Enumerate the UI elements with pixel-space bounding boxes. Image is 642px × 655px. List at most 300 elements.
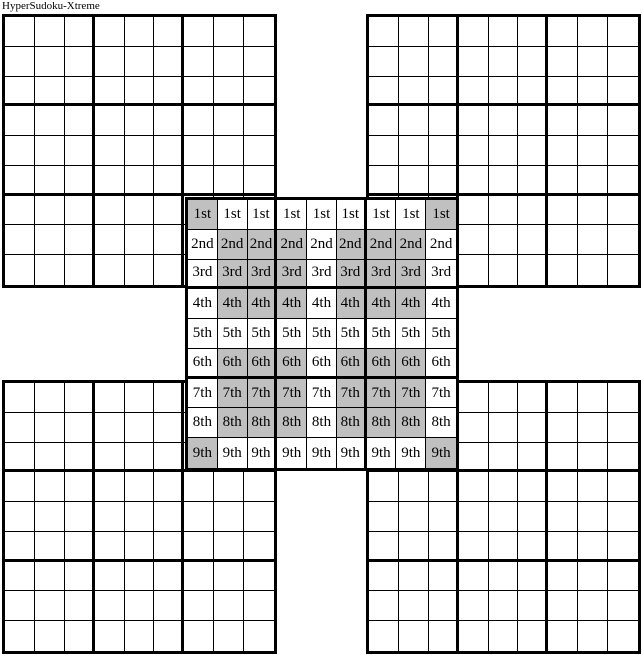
sudoku-cell[interactable]: 8th <box>218 408 248 438</box>
sudoku-cell[interactable] <box>184 502 214 532</box>
sudoku-cell[interactable] <box>369 502 399 532</box>
sudoku-cell[interactable] <box>429 621 459 651</box>
sudoku-cell[interactable] <box>369 472 399 502</box>
sudoku-cell[interactable] <box>459 443 489 473</box>
sudoku-cell[interactable] <box>518 502 548 532</box>
sudoku-cell[interactable] <box>489 166 519 196</box>
sudoku-cell[interactable] <box>369 47 399 77</box>
sudoku-cell[interactable] <box>608 196 638 226</box>
sudoku-cell[interactable] <box>578 255 608 285</box>
sudoku-cell[interactable]: 9th <box>248 438 278 468</box>
sudoku-cell[interactable] <box>35 502 65 532</box>
sudoku-cell[interactable] <box>35 413 65 443</box>
sudoku-cell[interactable]: 4th <box>307 289 337 319</box>
sudoku-cell[interactable]: 3rd <box>218 260 248 290</box>
sudoku-cell[interactable] <box>399 166 429 196</box>
sudoku-cell[interactable]: 5th <box>248 319 278 349</box>
sudoku-cell[interactable] <box>489 562 519 592</box>
sudoku-cell[interactable] <box>369 106 399 136</box>
sudoku-cell[interactable] <box>65 502 95 532</box>
sudoku-cell[interactable] <box>244 591 274 621</box>
sudoku-cell[interactable] <box>459 196 489 226</box>
sudoku-cell[interactable] <box>65 255 95 285</box>
sudoku-cell[interactable] <box>125 383 155 413</box>
sudoku-cell[interactable] <box>429 472 459 502</box>
sudoku-cell[interactable]: 6th <box>337 349 367 379</box>
sudoku-cell[interactable] <box>154 591 184 621</box>
sudoku-cell[interactable]: 1st <box>367 200 397 230</box>
sudoku-cell[interactable] <box>244 17 274 47</box>
sudoku-cell[interactable] <box>518 17 548 47</box>
sudoku-cell[interactable] <box>489 621 519 651</box>
sudoku-cell[interactable] <box>369 77 399 107</box>
sudoku-cell[interactable] <box>399 472 429 502</box>
sudoku-cell[interactable] <box>5 17 35 47</box>
sudoku-cell[interactable]: 2nd <box>426 230 456 260</box>
sudoku-cell[interactable]: 2nd <box>367 230 397 260</box>
sudoku-cell[interactable] <box>184 47 214 77</box>
sudoku-cell[interactable] <box>95 77 125 107</box>
sudoku-cell[interactable]: 7th <box>367 379 397 409</box>
sudoku-cell[interactable] <box>35 443 65 473</box>
sudoku-cell[interactable] <box>5 443 35 473</box>
sudoku-cell[interactable] <box>518 443 548 473</box>
sudoku-cell[interactable] <box>65 591 95 621</box>
sudoku-cell[interactable] <box>125 443 155 473</box>
sudoku-cell[interactable] <box>608 562 638 592</box>
sudoku-cell[interactable]: 9th <box>188 438 218 468</box>
sudoku-cell[interactable] <box>578 562 608 592</box>
sudoku-cell[interactable] <box>5 77 35 107</box>
sudoku-cell[interactable] <box>214 166 244 196</box>
sudoku-cell[interactable] <box>608 472 638 502</box>
sudoku-cell[interactable] <box>578 413 608 443</box>
sudoku-cell[interactable] <box>35 472 65 502</box>
sudoku-cell[interactable] <box>399 77 429 107</box>
sudoku-cell[interactable] <box>459 136 489 166</box>
sudoku-cell[interactable] <box>154 196 184 226</box>
sudoku-cell[interactable]: 3rd <box>248 260 278 290</box>
sudoku-cell[interactable] <box>95 443 125 473</box>
sudoku-cell[interactable] <box>5 47 35 77</box>
sudoku-cell[interactable]: 5th <box>337 319 367 349</box>
sudoku-cell[interactable] <box>489 17 519 47</box>
sudoku-cell[interactable] <box>548 166 578 196</box>
sudoku-cell[interactable]: 9th <box>396 438 426 468</box>
sudoku-cell[interactable] <box>35 562 65 592</box>
sudoku-cell[interactable] <box>184 472 214 502</box>
sudoku-cell[interactable] <box>578 472 608 502</box>
sudoku-cell[interactable] <box>65 532 95 562</box>
sudoku-cell[interactable] <box>65 196 95 226</box>
sudoku-cell[interactable]: 8th <box>426 408 456 438</box>
sudoku-cell[interactable] <box>518 166 548 196</box>
sudoku-cell[interactable] <box>399 17 429 47</box>
sudoku-cell[interactable] <box>5 502 35 532</box>
sudoku-cell[interactable] <box>65 562 95 592</box>
sudoku-cell[interactable] <box>214 591 244 621</box>
sudoku-cell[interactable]: 3rd <box>367 260 397 290</box>
sudoku-cell[interactable] <box>214 562 244 592</box>
sudoku-cell[interactable] <box>5 532 35 562</box>
sudoku-cell[interactable] <box>489 136 519 166</box>
sudoku-cell[interactable] <box>5 472 35 502</box>
sudoku-cell[interactable]: 1st <box>426 200 456 230</box>
sudoku-cell[interactable] <box>399 532 429 562</box>
sudoku-cell[interactable] <box>35 255 65 285</box>
sudoku-cell[interactable] <box>184 166 214 196</box>
sudoku-cell[interactable] <box>184 532 214 562</box>
sudoku-cell[interactable] <box>184 77 214 107</box>
sudoku-cell[interactable]: 2nd <box>396 230 426 260</box>
sudoku-cell[interactable] <box>459 532 489 562</box>
sudoku-cell[interactable] <box>244 532 274 562</box>
sudoku-cell[interactable] <box>95 225 125 255</box>
sudoku-cell[interactable]: 8th <box>307 408 337 438</box>
sudoku-cell[interactable]: 1st <box>188 200 218 230</box>
sudoku-cell[interactable] <box>65 443 95 473</box>
sudoku-cell[interactable]: 7th <box>426 379 456 409</box>
sudoku-cell[interactable]: 3rd <box>426 260 456 290</box>
sudoku-cell[interactable] <box>154 502 184 532</box>
sudoku-cell[interactable]: 1st <box>396 200 426 230</box>
sudoku-cell[interactable] <box>489 106 519 136</box>
sudoku-cell[interactable] <box>459 472 489 502</box>
sudoku-cell[interactable] <box>429 502 459 532</box>
sudoku-cell[interactable] <box>35 621 65 651</box>
sudoku-cell[interactable] <box>5 621 35 651</box>
sudoku-cell[interactable] <box>5 562 35 592</box>
sudoku-cell[interactable] <box>429 106 459 136</box>
sudoku-cell[interactable] <box>65 106 95 136</box>
sudoku-cell[interactable]: 7th <box>248 379 278 409</box>
sudoku-cell[interactable]: 3rd <box>277 260 307 290</box>
sudoku-cell[interactable]: 5th <box>188 319 218 349</box>
sudoku-cell[interactable] <box>154 166 184 196</box>
sudoku-cell[interactable] <box>184 591 214 621</box>
sudoku-cell[interactable]: 6th <box>218 349 248 379</box>
sudoku-cell[interactable]: 7th <box>218 379 248 409</box>
sudoku-cell[interactable] <box>95 591 125 621</box>
sudoku-cell[interactable] <box>548 136 578 166</box>
sudoku-cell[interactable] <box>429 532 459 562</box>
sudoku-cell[interactable] <box>489 77 519 107</box>
sudoku-cell[interactable] <box>369 17 399 47</box>
sudoku-cell[interactable] <box>489 196 519 226</box>
sudoku-cell[interactable] <box>459 621 489 651</box>
sudoku-cell[interactable] <box>65 166 95 196</box>
sudoku-cell[interactable]: 4th <box>248 289 278 319</box>
sudoku-cell[interactable] <box>65 77 95 107</box>
sudoku-cell[interactable] <box>95 621 125 651</box>
sudoku-cell[interactable]: 6th <box>307 349 337 379</box>
sudoku-cell[interactable] <box>489 255 519 285</box>
sudoku-cell[interactable] <box>578 17 608 47</box>
sudoku-cell[interactable]: 1st <box>337 200 367 230</box>
sudoku-cell[interactable] <box>399 562 429 592</box>
sudoku-cell[interactable] <box>459 591 489 621</box>
sudoku-cell[interactable] <box>518 225 548 255</box>
sudoku-cell[interactable] <box>244 166 274 196</box>
sudoku-cell[interactable]: 9th <box>218 438 248 468</box>
sudoku-cell[interactable] <box>95 532 125 562</box>
sudoku-cell[interactable] <box>154 383 184 413</box>
sudoku-cell[interactable] <box>518 532 548 562</box>
sudoku-cell[interactable] <box>125 77 155 107</box>
sudoku-cell[interactable] <box>459 562 489 592</box>
sudoku-cell[interactable]: 1st <box>218 200 248 230</box>
sudoku-cell[interactable] <box>35 17 65 47</box>
sudoku-cell[interactable] <box>214 621 244 651</box>
sudoku-cell[interactable] <box>5 413 35 443</box>
sudoku-cell[interactable] <box>154 255 184 285</box>
sudoku-cell[interactable] <box>608 166 638 196</box>
sudoku-cell[interactable] <box>429 47 459 77</box>
sudoku-cell[interactable] <box>429 166 459 196</box>
sudoku-cell[interactable]: 7th <box>337 379 367 409</box>
sudoku-cell[interactable] <box>5 383 35 413</box>
sudoku-cell[interactable] <box>95 47 125 77</box>
sudoku-cell[interactable] <box>518 106 548 136</box>
sudoku-cell[interactable] <box>429 136 459 166</box>
sudoku-cell[interactable] <box>548 621 578 651</box>
sudoku-cell[interactable] <box>154 621 184 651</box>
sudoku-cell[interactable] <box>184 562 214 592</box>
sudoku-cell[interactable] <box>369 621 399 651</box>
sudoku-cell[interactable] <box>548 255 578 285</box>
sudoku-cell[interactable] <box>244 47 274 77</box>
sudoku-cell[interactable] <box>154 562 184 592</box>
sudoku-cell[interactable] <box>578 621 608 651</box>
sudoku-cell[interactable] <box>489 383 519 413</box>
sudoku-cell[interactable]: 6th <box>188 349 218 379</box>
sudoku-cell[interactable] <box>154 47 184 77</box>
sudoku-cell[interactable] <box>608 532 638 562</box>
sudoku-cell[interactable] <box>518 47 548 77</box>
sudoku-cell[interactable] <box>489 591 519 621</box>
sudoku-cell[interactable]: 4th <box>218 289 248 319</box>
sudoku-cell[interactable]: 9th <box>307 438 337 468</box>
sudoku-cell[interactable] <box>95 255 125 285</box>
sudoku-cell[interactable]: 7th <box>396 379 426 409</box>
sudoku-cell[interactable] <box>125 591 155 621</box>
sudoku-cell[interactable] <box>518 196 548 226</box>
sudoku-cell[interactable]: 6th <box>426 349 456 379</box>
sudoku-cell[interactable]: 6th <box>248 349 278 379</box>
sudoku-cell[interactable] <box>214 47 244 77</box>
sudoku-cell[interactable] <box>65 136 95 166</box>
sudoku-cell[interactable] <box>35 136 65 166</box>
sudoku-cell[interactable] <box>548 17 578 47</box>
sudoku-cell[interactable]: 8th <box>188 408 218 438</box>
sudoku-cell[interactable] <box>459 77 489 107</box>
sudoku-cell[interactable] <box>548 413 578 443</box>
sudoku-cell[interactable] <box>548 383 578 413</box>
sudoku-cell[interactable] <box>65 47 95 77</box>
sudoku-cell[interactable] <box>35 106 65 136</box>
sudoku-cell[interactable]: 2nd <box>248 230 278 260</box>
sudoku-cell[interactable] <box>578 591 608 621</box>
sudoku-cell[interactable] <box>608 621 638 651</box>
sudoku-cell[interactable] <box>608 77 638 107</box>
sudoku-cell[interactable]: 3rd <box>396 260 426 290</box>
sudoku-cell[interactable] <box>95 196 125 226</box>
sudoku-cell[interactable] <box>548 106 578 136</box>
sudoku-cell[interactable] <box>548 443 578 473</box>
sudoku-cell[interactable] <box>125 502 155 532</box>
sudoku-cell[interactable] <box>214 532 244 562</box>
sudoku-cell[interactable]: 6th <box>277 349 307 379</box>
sudoku-cell[interactable] <box>95 106 125 136</box>
sudoku-cell[interactable] <box>548 77 578 107</box>
sudoku-cell[interactable] <box>65 413 95 443</box>
sudoku-cell[interactable]: 9th <box>426 438 456 468</box>
sudoku-cell[interactable] <box>125 532 155 562</box>
sudoku-cell[interactable]: 4th <box>337 289 367 319</box>
sudoku-cell[interactable] <box>548 196 578 226</box>
sudoku-cell[interactable] <box>548 532 578 562</box>
sudoku-cell[interactable] <box>489 225 519 255</box>
sudoku-cell[interactable]: 4th <box>277 289 307 319</box>
sudoku-cell[interactable] <box>95 413 125 443</box>
sudoku-cell[interactable] <box>518 621 548 651</box>
sudoku-cell[interactable] <box>489 413 519 443</box>
sudoku-cell[interactable] <box>548 47 578 77</box>
sudoku-cell[interactable] <box>459 17 489 47</box>
sudoku-cell[interactable]: 2nd <box>307 230 337 260</box>
sudoku-cell[interactable] <box>154 106 184 136</box>
sudoku-cell[interactable]: 8th <box>396 408 426 438</box>
sudoku-cell[interactable] <box>459 413 489 443</box>
sudoku-cell[interactable] <box>125 621 155 651</box>
sudoku-cell[interactable] <box>35 77 65 107</box>
sudoku-cell[interactable] <box>489 443 519 473</box>
sudoku-cell[interactable] <box>518 383 548 413</box>
sudoku-cell[interactable] <box>489 472 519 502</box>
sudoku-cell[interactable] <box>95 17 125 47</box>
sudoku-cell[interactable] <box>459 106 489 136</box>
sudoku-cell[interactable]: 4th <box>188 289 218 319</box>
sudoku-cell[interactable]: 1st <box>277 200 307 230</box>
sudoku-cell[interactable] <box>578 47 608 77</box>
sudoku-cell[interactable] <box>125 562 155 592</box>
sudoku-cell[interactable] <box>608 502 638 532</box>
sudoku-cell[interactable]: 2nd <box>277 230 307 260</box>
sudoku-cell[interactable]: 8th <box>248 408 278 438</box>
sudoku-cell[interactable] <box>608 255 638 285</box>
sudoku-cell[interactable] <box>608 413 638 443</box>
sudoku-cell[interactable]: 9th <box>337 438 367 468</box>
sudoku-cell[interactable] <box>184 17 214 47</box>
sudoku-cell[interactable] <box>548 591 578 621</box>
sudoku-cell[interactable] <box>154 532 184 562</box>
sudoku-cell[interactable] <box>459 166 489 196</box>
sudoku-cell[interactable] <box>459 47 489 77</box>
sudoku-cell[interactable] <box>459 255 489 285</box>
sudoku-cell[interactable]: 9th <box>367 438 397 468</box>
sudoku-cell[interactable] <box>578 383 608 413</box>
sudoku-cell[interactable] <box>578 196 608 226</box>
sudoku-cell[interactable] <box>244 621 274 651</box>
sudoku-cell[interactable] <box>518 472 548 502</box>
sudoku-cell[interactable] <box>95 136 125 166</box>
sudoku-cell[interactable]: 7th <box>307 379 337 409</box>
sudoku-cell[interactable] <box>608 225 638 255</box>
sudoku-cell[interactable] <box>184 106 214 136</box>
sudoku-cell[interactable] <box>578 443 608 473</box>
sudoku-cell[interactable] <box>154 413 184 443</box>
sudoku-cell[interactable]: 9th <box>277 438 307 468</box>
sudoku-cell[interactable] <box>5 225 35 255</box>
sudoku-cell[interactable] <box>154 443 184 473</box>
sudoku-cell[interactable] <box>548 502 578 532</box>
sudoku-cell[interactable]: 1st <box>307 200 337 230</box>
sudoku-cell[interactable] <box>518 591 548 621</box>
sudoku-cell[interactable] <box>489 47 519 77</box>
sudoku-cell[interactable] <box>518 136 548 166</box>
sudoku-cell[interactable] <box>429 17 459 47</box>
sudoku-cell[interactable] <box>608 383 638 413</box>
sudoku-cell[interactable]: 2nd <box>218 230 248 260</box>
sudoku-cell[interactable] <box>5 106 35 136</box>
sudoku-cell[interactable] <box>65 472 95 502</box>
sudoku-cell[interactable]: 7th <box>277 379 307 409</box>
sudoku-cell[interactable] <box>184 136 214 166</box>
sudoku-cell[interactable] <box>5 136 35 166</box>
sudoku-cell[interactable] <box>65 225 95 255</box>
sudoku-cell[interactable] <box>244 502 274 532</box>
sudoku-cell[interactable] <box>154 17 184 47</box>
sudoku-cell[interactable]: 8th <box>277 408 307 438</box>
sudoku-cell[interactable] <box>548 562 578 592</box>
sudoku-cell[interactable] <box>125 17 155 47</box>
sudoku-cell[interactable] <box>244 106 274 136</box>
sudoku-cell[interactable] <box>125 472 155 502</box>
sudoku-cell[interactable] <box>154 225 184 255</box>
sudoku-cell[interactable]: 5th <box>277 319 307 349</box>
sudoku-cell[interactable] <box>578 166 608 196</box>
sudoku-cell[interactable] <box>154 136 184 166</box>
sudoku-cell[interactable] <box>244 472 274 502</box>
sudoku-cell[interactable] <box>399 621 429 651</box>
sudoku-cell[interactable] <box>369 532 399 562</box>
sudoku-cell[interactable]: 6th <box>367 349 397 379</box>
sudoku-cell[interactable]: 7th <box>188 379 218 409</box>
sudoku-cell[interactable] <box>518 413 548 443</box>
sudoku-cell[interactable] <box>608 443 638 473</box>
sudoku-cell[interactable] <box>35 47 65 77</box>
sudoku-cell[interactable] <box>399 106 429 136</box>
sudoku-cell[interactable] <box>214 77 244 107</box>
sudoku-cell[interactable] <box>35 383 65 413</box>
sudoku-cell[interactable] <box>429 591 459 621</box>
sudoku-cell[interactable] <box>125 166 155 196</box>
sudoku-cell[interactable] <box>95 562 125 592</box>
sudoku-cell[interactable] <box>125 47 155 77</box>
sudoku-cell[interactable] <box>154 77 184 107</box>
sudoku-cell[interactable] <box>125 255 155 285</box>
sudoku-cell[interactable]: 4th <box>367 289 397 319</box>
sudoku-cell[interactable] <box>214 106 244 136</box>
sudoku-cell[interactable] <box>214 136 244 166</box>
sudoku-cell[interactable] <box>578 225 608 255</box>
sudoku-cell[interactable]: 5th <box>218 319 248 349</box>
sudoku-cell[interactable] <box>35 225 65 255</box>
sudoku-cell[interactable] <box>35 591 65 621</box>
sudoku-cell[interactable]: 3rd <box>307 260 337 290</box>
sudoku-cell[interactable]: 6th <box>396 349 426 379</box>
sudoku-cell[interactable] <box>489 502 519 532</box>
